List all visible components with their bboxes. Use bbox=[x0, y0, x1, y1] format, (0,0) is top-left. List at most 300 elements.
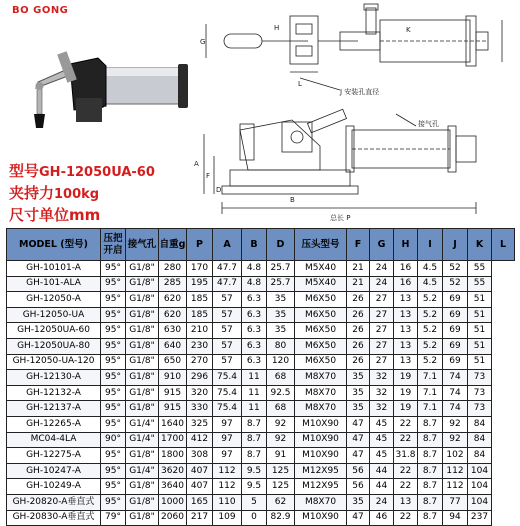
table-cell: 46 bbox=[370, 510, 394, 526]
table-cell: 8.7 bbox=[242, 448, 267, 464]
model-value: GH-12050UA-60 bbox=[39, 165, 155, 180]
force-line bbox=[9, 182, 99, 203]
table-cell: 27 bbox=[370, 323, 394, 339]
table-cell: G1/8" bbox=[126, 401, 159, 417]
table-cell: 47.7 bbox=[213, 261, 242, 277]
table-cell: MC04-4LA bbox=[7, 432, 101, 448]
table-cell: 74 bbox=[443, 401, 468, 417]
table-cell: 77 bbox=[443, 494, 468, 510]
table-row bbox=[7, 401, 515, 417]
table-cell: 8.7 bbox=[242, 432, 267, 448]
table-cell: 32 bbox=[370, 385, 394, 401]
table-cell: 35 bbox=[347, 385, 370, 401]
table-cell: G1/4" bbox=[126, 416, 159, 432]
table-cell: 7.1 bbox=[418, 370, 443, 386]
table-cell: 73 bbox=[468, 370, 492, 386]
table-cell: 25.7 bbox=[267, 261, 295, 277]
table-header-cell: 压头型号 bbox=[295, 229, 347, 261]
table-cell: 308 bbox=[187, 448, 213, 464]
table-cell: 22 bbox=[394, 432, 418, 448]
table-cell: 62 bbox=[267, 494, 295, 510]
table-cell: 237 bbox=[468, 510, 492, 526]
table-cell: 5.2 bbox=[418, 307, 443, 323]
table-cell: 11 bbox=[242, 385, 267, 401]
table-cell: 45 bbox=[370, 432, 394, 448]
table-cell: 11 bbox=[242, 370, 267, 386]
table-cell: 112 bbox=[213, 479, 242, 495]
table-cell: 22 bbox=[394, 416, 418, 432]
table-cell: 104 bbox=[468, 463, 492, 479]
table-cell: G1/8" bbox=[126, 292, 159, 308]
table-cell: 68 bbox=[267, 401, 295, 417]
table-row bbox=[7, 416, 515, 432]
table-row bbox=[7, 494, 515, 510]
table-header-cell: MODEL (型号) bbox=[7, 229, 101, 261]
table-cell: M6X50 bbox=[295, 354, 347, 370]
table-cell: 84 bbox=[468, 416, 492, 432]
table-cell: 4.8 bbox=[242, 261, 267, 277]
table-cell: 95° bbox=[101, 463, 126, 479]
table-cell: M5X40 bbox=[295, 261, 347, 277]
table-cell: M8X70 bbox=[295, 494, 347, 510]
table-cell: 94 bbox=[443, 510, 468, 526]
table-cell: 8.7 bbox=[242, 416, 267, 432]
model-prefix: 型号 bbox=[9, 162, 40, 180]
table-cell: 6.3 bbox=[242, 292, 267, 308]
table-cell: 47.7 bbox=[213, 276, 242, 292]
table-cell: M6X50 bbox=[295, 292, 347, 308]
table-cell: 51 bbox=[468, 292, 492, 308]
table-cell: 102 bbox=[443, 448, 468, 464]
table-cell: 8.7 bbox=[418, 416, 443, 432]
table-cell: 407 bbox=[187, 479, 213, 495]
table-cell: M10X90 bbox=[295, 416, 347, 432]
table-cell: 110 bbox=[213, 494, 242, 510]
table-cell: 97 bbox=[213, 432, 242, 448]
table-cell: 44 bbox=[370, 479, 394, 495]
table-cell: 7.1 bbox=[418, 401, 443, 417]
table-cell: 52 bbox=[443, 261, 468, 277]
table-cell: G1/8" bbox=[126, 448, 159, 464]
table-cell: 24 bbox=[370, 276, 394, 292]
table-cell: 92 bbox=[267, 416, 295, 432]
table-cell: 22 bbox=[394, 510, 418, 526]
table-cell: 620 bbox=[159, 307, 187, 323]
table-cell: 9.5 bbox=[242, 479, 267, 495]
dim-b-label: B bbox=[290, 196, 295, 204]
table-cell: 97 bbox=[213, 416, 242, 432]
table-cell: 5.2 bbox=[418, 354, 443, 370]
table-header-cell: J bbox=[443, 229, 468, 261]
table-cell: 120 bbox=[267, 354, 295, 370]
table-row bbox=[7, 370, 515, 386]
table-cell: 2060 bbox=[159, 510, 187, 526]
table-cell: 95° bbox=[101, 416, 126, 432]
table-cell: G1/8" bbox=[126, 307, 159, 323]
table-cell: 0 bbox=[242, 510, 267, 526]
dim-d-label: D bbox=[216, 186, 222, 194]
table-header-cell: 自重g bbox=[159, 229, 187, 261]
table-cell: 11 bbox=[242, 401, 267, 417]
table-cell: 52 bbox=[443, 276, 468, 292]
table-cell: 26 bbox=[347, 292, 370, 308]
table-cell: 51 bbox=[468, 307, 492, 323]
table-cell: 69 bbox=[443, 307, 468, 323]
table-cell: 285 bbox=[159, 276, 187, 292]
table-cell: 35 bbox=[267, 307, 295, 323]
table-header-cell: I bbox=[418, 229, 443, 261]
table-cell: 69 bbox=[443, 323, 468, 339]
table-cell: 47 bbox=[347, 432, 370, 448]
table-cell: 3620 bbox=[159, 463, 187, 479]
table-cell: M5X40 bbox=[295, 276, 347, 292]
table-cell: 47 bbox=[347, 416, 370, 432]
table-cell: GH-12132-A bbox=[7, 385, 101, 401]
table-cell: 26 bbox=[347, 354, 370, 370]
table-cell: 92.5 bbox=[267, 385, 295, 401]
table-cell: 620 bbox=[159, 292, 187, 308]
table-cell: 5.2 bbox=[418, 338, 443, 354]
table-cell: 195 bbox=[187, 276, 213, 292]
table-cell: M6X50 bbox=[295, 338, 347, 354]
table-cell: 35 bbox=[347, 370, 370, 386]
brand-logo: BO GONG bbox=[12, 5, 69, 16]
table-cell: 13 bbox=[394, 323, 418, 339]
table-cell: 165 bbox=[187, 494, 213, 510]
table-cell: 1700 bbox=[159, 432, 187, 448]
table-cell: GH-20830-A垂直式 bbox=[7, 510, 101, 526]
table-cell: 35 bbox=[267, 292, 295, 308]
table-row bbox=[7, 354, 515, 370]
table-cell: G1/8" bbox=[126, 370, 159, 386]
table-cell: 8.7 bbox=[418, 479, 443, 495]
table-cell: 97 bbox=[213, 448, 242, 464]
dim-l-label: L bbox=[298, 80, 302, 88]
table-row bbox=[7, 385, 515, 401]
table-cell: 13 bbox=[394, 307, 418, 323]
table-header-cell: D bbox=[267, 229, 295, 261]
table-cell: G1/8" bbox=[126, 479, 159, 495]
top-view-drawing bbox=[190, 2, 516, 98]
table-cell: 6.3 bbox=[242, 354, 267, 370]
table-cell: 9.5 bbox=[242, 463, 267, 479]
table-cell: 630 bbox=[159, 323, 187, 339]
table-cell: 26 bbox=[347, 323, 370, 339]
table-cell: 19 bbox=[394, 370, 418, 386]
table-cell: 79° bbox=[101, 510, 126, 526]
table-cell: 125 bbox=[267, 479, 295, 495]
table-cell: 13 bbox=[394, 494, 418, 510]
table-cell: 640 bbox=[159, 338, 187, 354]
table-cell: 92 bbox=[267, 432, 295, 448]
table-cell: 75.4 bbox=[213, 385, 242, 401]
table-row bbox=[7, 261, 515, 277]
table-cell: GH-10247-A bbox=[7, 463, 101, 479]
table-cell: 95° bbox=[101, 479, 126, 495]
table-cell: 270 bbox=[187, 354, 213, 370]
table-cell: GH-12050-UA bbox=[7, 307, 101, 323]
table-header-cell: A bbox=[213, 229, 242, 261]
table-cell: 109 bbox=[213, 510, 242, 526]
table-cell: 915 bbox=[159, 385, 187, 401]
table-cell: 73 bbox=[468, 401, 492, 417]
table-cell: M12X95 bbox=[295, 479, 347, 495]
table-cell: 5 bbox=[242, 494, 267, 510]
table-cell: 5.2 bbox=[418, 292, 443, 308]
table-cell: 95° bbox=[101, 292, 126, 308]
table-row bbox=[7, 292, 515, 308]
table-cell: 104 bbox=[468, 479, 492, 495]
table-cell: 74 bbox=[443, 385, 468, 401]
table-cell: 91 bbox=[267, 448, 295, 464]
table-cell: 84 bbox=[468, 448, 492, 464]
table-cell: G1/8" bbox=[126, 261, 159, 277]
table-cell: 95° bbox=[101, 261, 126, 277]
table-cell: 95° bbox=[101, 448, 126, 464]
table-row bbox=[7, 276, 515, 292]
table-cell: 4.5 bbox=[418, 261, 443, 277]
table-cell: 8.7 bbox=[418, 448, 443, 464]
product-photo bbox=[10, 18, 190, 138]
table-cell: 185 bbox=[187, 292, 213, 308]
table-cell: 16 bbox=[394, 276, 418, 292]
total-length-label: 总长 P bbox=[330, 214, 351, 222]
table-cell: 407 bbox=[187, 463, 213, 479]
mount-hole-label: J 安装孔直径 bbox=[340, 88, 380, 96]
table-cell: 57 bbox=[213, 307, 242, 323]
force-prefix: 夹持力 bbox=[9, 184, 55, 202]
table-cell: GH-10101-A bbox=[7, 261, 101, 277]
table-cell: 32 bbox=[370, 370, 394, 386]
table-cell: GH-10249-A bbox=[7, 479, 101, 495]
unit-line: 尺寸单位mm bbox=[9, 206, 101, 224]
table-cell: 296 bbox=[187, 370, 213, 386]
table-header-row bbox=[7, 229, 515, 261]
table-cell: 915 bbox=[159, 401, 187, 417]
table-cell: 22 bbox=[394, 479, 418, 495]
table-cell: 16 bbox=[394, 261, 418, 277]
table-cell: GH-20820-A垂直式 bbox=[7, 494, 101, 510]
table-row bbox=[7, 307, 515, 323]
table-cell: GH-101-ALA bbox=[7, 276, 101, 292]
force-value: 100kg bbox=[54, 187, 100, 202]
table-header-cell: F bbox=[347, 229, 370, 261]
table-cell: 27 bbox=[370, 354, 394, 370]
table-cell: 35 bbox=[347, 401, 370, 417]
table-cell: 68 bbox=[267, 370, 295, 386]
table-cell: 325 bbox=[187, 416, 213, 432]
table-cell: 27 bbox=[370, 292, 394, 308]
table-cell: 92 bbox=[443, 432, 468, 448]
table-header-cell: 接气孔 bbox=[126, 229, 159, 261]
table-cell: M12X95 bbox=[295, 463, 347, 479]
table-cell: 1800 bbox=[159, 448, 187, 464]
table-cell: GH-12130-A bbox=[7, 370, 101, 386]
table-cell: 24 bbox=[370, 494, 394, 510]
table-cell: 22 bbox=[394, 463, 418, 479]
table-row bbox=[7, 323, 515, 339]
table-cell: 125 bbox=[267, 463, 295, 479]
table-cell: 90° bbox=[101, 432, 126, 448]
table-cell: 51 bbox=[468, 323, 492, 339]
table-cell: 8.7 bbox=[418, 463, 443, 479]
table-cell: 1640 bbox=[159, 416, 187, 432]
table-row bbox=[7, 432, 515, 448]
table-cell: 35 bbox=[267, 323, 295, 339]
table-cell: 57 bbox=[213, 292, 242, 308]
table-cell: 95° bbox=[101, 276, 126, 292]
dim-a-label: A bbox=[194, 160, 199, 168]
table-cell: 412 bbox=[187, 432, 213, 448]
table-cell: G1/8" bbox=[126, 323, 159, 339]
table-cell: GH-12275-A bbox=[7, 448, 101, 464]
table-cell: 95° bbox=[101, 494, 126, 510]
table-cell: M8X70 bbox=[295, 401, 347, 417]
table-cell: 51 bbox=[468, 338, 492, 354]
table-cell: G1/8" bbox=[126, 494, 159, 510]
table-cell: 3640 bbox=[159, 479, 187, 495]
table-cell: GH-12050UA-80 bbox=[7, 338, 101, 354]
table-cell: 24 bbox=[370, 261, 394, 277]
air-inlet-label: 接气孔 bbox=[418, 120, 439, 128]
table-cell: 55 bbox=[468, 261, 492, 277]
table-cell: 104 bbox=[468, 494, 492, 510]
table-cell: 25.7 bbox=[267, 276, 295, 292]
table-cell: 320 bbox=[187, 385, 213, 401]
table-cell: 74 bbox=[443, 370, 468, 386]
table-cell: GH-12265-A bbox=[7, 416, 101, 432]
table-cell: 330 bbox=[187, 401, 213, 417]
table-cell: 112 bbox=[443, 479, 468, 495]
dim-g-label: G bbox=[200, 38, 206, 46]
table-cell: M6X50 bbox=[295, 323, 347, 339]
table-cell: 170 bbox=[187, 261, 213, 277]
table-row bbox=[7, 463, 515, 479]
table-cell: 4.5 bbox=[418, 276, 443, 292]
table-cell: 6.3 bbox=[242, 338, 267, 354]
table-cell: 95° bbox=[101, 323, 126, 339]
dim-k-label: K bbox=[406, 26, 411, 34]
table-cell: M8X70 bbox=[295, 385, 347, 401]
table-cell: 26 bbox=[347, 338, 370, 354]
table-header-cell: P bbox=[187, 229, 213, 261]
table-cell: 95° bbox=[101, 338, 126, 354]
table-header-cell: B bbox=[242, 229, 267, 261]
table-cell: 8.7 bbox=[418, 510, 443, 526]
table-cell: 84 bbox=[468, 432, 492, 448]
table-cell: G1/8" bbox=[126, 276, 159, 292]
table-cell: 1000 bbox=[159, 494, 187, 510]
table-header-cell: L bbox=[492, 229, 515, 261]
table-cell: 95° bbox=[101, 307, 126, 323]
model-line bbox=[9, 160, 155, 181]
table-cell: 13 bbox=[394, 338, 418, 354]
table-cell: M10X90 bbox=[295, 432, 347, 448]
table-cell: G1/8" bbox=[126, 385, 159, 401]
table-row bbox=[7, 448, 515, 464]
table-cell: 92 bbox=[443, 416, 468, 432]
table-cell: 19 bbox=[394, 385, 418, 401]
table-cell: 35 bbox=[347, 494, 370, 510]
table-cell: GH-12050-UA-120 bbox=[7, 354, 101, 370]
table-cell: 185 bbox=[187, 307, 213, 323]
table-cell: 82.9 bbox=[267, 510, 295, 526]
spec-table bbox=[6, 228, 515, 526]
table-cell: 56 bbox=[347, 463, 370, 479]
table-header-cell: G bbox=[370, 229, 394, 261]
table-row bbox=[7, 510, 515, 526]
table-cell: 8.7 bbox=[418, 494, 443, 510]
table-cell: G1/8" bbox=[126, 354, 159, 370]
table-cell: M8X70 bbox=[295, 370, 347, 386]
dim-f-label: F bbox=[206, 172, 211, 180]
table-cell: 47 bbox=[347, 510, 370, 526]
table-cell: 80 bbox=[267, 338, 295, 354]
table-cell: 112 bbox=[213, 463, 242, 479]
table-cell: 56 bbox=[347, 479, 370, 495]
table-cell: 69 bbox=[443, 354, 468, 370]
table-cell: 13 bbox=[394, 354, 418, 370]
table-cell: 26 bbox=[347, 307, 370, 323]
table-cell: 27 bbox=[370, 307, 394, 323]
table-cell: 5.2 bbox=[418, 323, 443, 339]
table-cell: 31.8 bbox=[394, 448, 418, 464]
table-cell: 47 bbox=[347, 448, 370, 464]
table-header-cell: H bbox=[394, 229, 418, 261]
table-cell: 95° bbox=[101, 354, 126, 370]
table-cell: 6.3 bbox=[242, 323, 267, 339]
table-cell: 112 bbox=[443, 463, 468, 479]
table-cell: 27 bbox=[370, 338, 394, 354]
dim-h-label: H bbox=[274, 24, 280, 32]
table-cell: 75.4 bbox=[213, 401, 242, 417]
table-cell: 280 bbox=[159, 261, 187, 277]
table-cell: 230 bbox=[187, 338, 213, 354]
table-cell: 6.3 bbox=[242, 307, 267, 323]
table-header-cell: 压把开启 bbox=[101, 229, 126, 261]
table-cell: G1/4" bbox=[126, 432, 159, 448]
table-cell: GH-12137-A bbox=[7, 401, 101, 417]
table-cell: 32 bbox=[370, 401, 394, 417]
table-row bbox=[7, 338, 515, 354]
table-cell: 95° bbox=[101, 401, 126, 417]
table-row bbox=[7, 479, 515, 495]
table-cell: 51 bbox=[468, 354, 492, 370]
table-cell: 69 bbox=[443, 338, 468, 354]
table-cell: 73 bbox=[468, 385, 492, 401]
table-cell: 210 bbox=[187, 323, 213, 339]
table-cell: 57 bbox=[213, 338, 242, 354]
table-cell: G1/4" bbox=[126, 463, 159, 479]
table-cell: M10X90 bbox=[295, 510, 347, 526]
table-cell: 13 bbox=[394, 292, 418, 308]
table-cell: G1/8" bbox=[126, 338, 159, 354]
table-cell: 75.4 bbox=[213, 370, 242, 386]
table-cell: GH-12050UA-60 bbox=[7, 323, 101, 339]
table-cell: 19 bbox=[394, 401, 418, 417]
table-cell: G1/8" bbox=[126, 510, 159, 526]
table-cell: 21 bbox=[347, 261, 370, 277]
table-cell: 910 bbox=[159, 370, 187, 386]
table-cell: 7.1 bbox=[418, 385, 443, 401]
table-header-cell: K bbox=[468, 229, 492, 261]
table-cell: M10X90 bbox=[295, 448, 347, 464]
table-cell: 55 bbox=[468, 276, 492, 292]
table-cell: 95° bbox=[101, 370, 126, 386]
table-cell: 45 bbox=[370, 416, 394, 432]
table-cell: GH-12050-A bbox=[7, 292, 101, 308]
table-cell: 69 bbox=[443, 292, 468, 308]
